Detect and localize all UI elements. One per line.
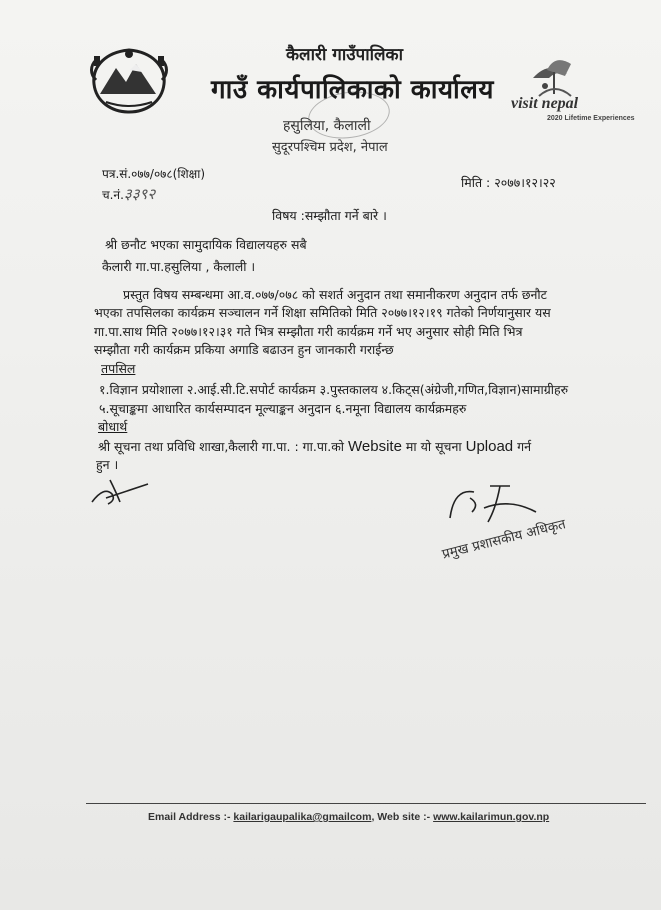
cc-line-1: श्री सूचना तथा प्रविधि शाखा,कैलारी गा.पा. : गा.पा.को Website मा यो सूचना Upload गर्न — [98, 438, 532, 455]
initials-signature — [86, 472, 156, 512]
footer-contact: Email Address :- kailarigaupalika@gmailcom, Web site :- www.kailarimun.gov.np — [148, 811, 550, 823]
logo-subtext: 2020 Lifetime Experiences — [547, 115, 635, 122]
logo-text: visit nepal — [511, 95, 579, 112]
body-line-3: गा.पा.साथ मिति २०७७।१२।३१ गते भित्र सम्झौता गरी कार्यक्रम गर्ने भए अनुसार सोही मिति भित्र — [94, 324, 523, 339]
body-line-2: भएका तपसिलका कार्यक्रम सञ्चालन गर्ने शिक्षा समितिको मिति २०७७।१२।१९ गतेको निर्णयानुसार यस — [94, 305, 551, 320]
schedule-heading: तपसिल — [101, 361, 136, 376]
letter-number: पत्र.सं.०७७/०७८(शिक्षा) — [102, 167, 206, 181]
office-location: हसुलिया, कैलाली — [283, 118, 371, 134]
body-line-1: प्रस्तुत विषय सम्बन्धमा आ.व.०७७/०७८ को सशर्त अनुदान तथा समानीकरण अनुदान तर्फ छनौट — [123, 287, 547, 302]
footer-email-link[interactable]: kailarigaupalika@gmailcom — [233, 811, 372, 823]
schedule-line-1: १.विज्ञान प्रयोशाला २.आई.सी.टि.सपोर्ट कार्यक्रम ३.पुस्तकालय ४.किट्स(अंग्रेजी,गणित,विज्ञान)सामाग्रीहरु — [99, 382, 569, 397]
body-line-4: सम्झौता गरी कार्यक्रम प्रकिया अगाडि बढाउन हुन जानकारी गराईन्छ — [94, 342, 394, 357]
province-line: सुदूरपश्चिम प्रदेश, नेपाल — [272, 140, 388, 155]
subject-line: विषय :सम्झौता गर्ने बारे । — [272, 208, 387, 223]
footer-website-link[interactable]: www.kailarimun.gov.np — [433, 811, 550, 823]
dispatch-number: च.नं.३३९२ — [102, 185, 156, 203]
municipality-name: कैलारी गाउँपालिका — [286, 45, 403, 65]
signer-title: प्रमुख प्रशासकीय अधिकृत — [440, 516, 568, 563]
cc-heading: बोधार्थ — [98, 419, 128, 434]
cc-line-2: हुन । — [96, 457, 119, 472]
visit-nepal-2020-logo — [505, 52, 635, 127]
schedule-line-2: ५.सूचाङ्कमा आधारित कार्यसम्पादन मूल्याङ्कन अनुदान ६.नमूना विद्यालय कार्यक्रमहरु — [99, 401, 467, 416]
recipient-line-2: कैलारी गा.पा.हसुलिया , कैलाली । — [102, 259, 256, 274]
office-title: गाउँ कार्यपालिकाको कार्यालय — [211, 75, 494, 105]
letter-date: मिति : २०७७।१२।२२ — [461, 175, 556, 190]
recipient-line-1: श्री छनौट भएका सामुदायिक विद्यालयहरु सबै — [105, 237, 307, 252]
footer-divider — [86, 803, 646, 804]
nepal-emblem-icon — [86, 44, 172, 116]
